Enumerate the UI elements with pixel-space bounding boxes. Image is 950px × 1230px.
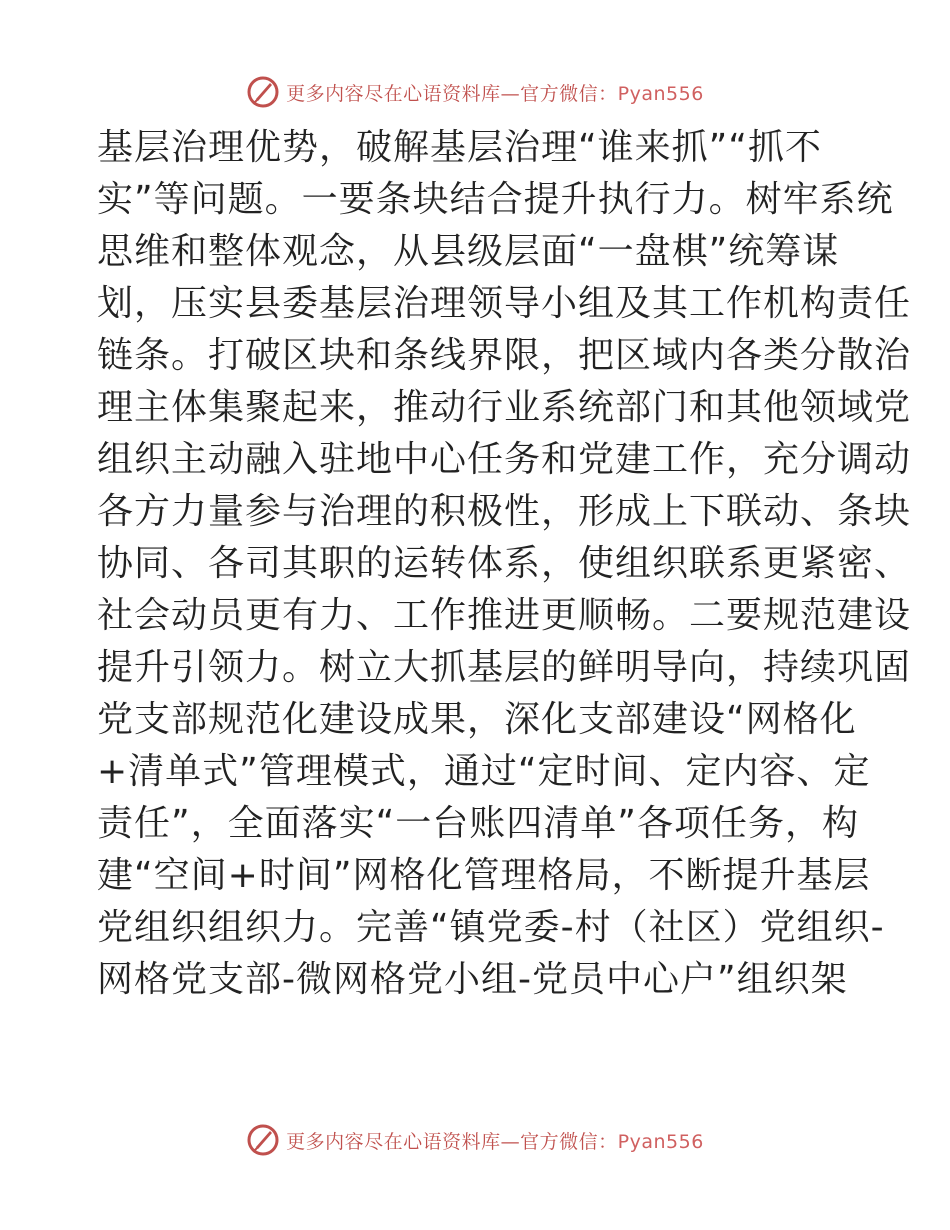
footer-banner-text [286,1127,704,1154]
body-line: 提升引领力。树立大抓基层的鲜明导向，持续巩固 [97,647,912,688]
header-wechat-id: Pyan556 [617,82,704,105]
body-line: 思维和整体观念，从县级层面“一盘棋”统筹谋 [97,231,840,272]
footer-wechat-id: Pyan556 [617,1130,704,1153]
body-line: 网格党支部-微网格党小组-党员中心户”组织架 [97,959,848,1000]
footer-banner [0,1120,950,1160]
body-line: 社会动员更有力、工作推进更顺畅。二要规范建设 [97,595,912,636]
body-line: 各方力量参与治理的积极性，形成上下联动、条块 [97,491,912,532]
quill-logo-icon [246,75,280,109]
body-line: 实”等问题。一要条块结合提升执行力。树牢系统 [97,179,894,220]
footer-banner-slogan: 更多内容尽在心语资料库—官方微信： [286,1130,618,1153]
body-line: 党支部规范化建设成果，深化支部建设“网格化 [97,699,857,740]
document-body [97,122,912,1006]
body-line: 责任”，全面落实“一台账四清单”各项任务，构 [97,803,859,844]
body-line: 基层治理优势，破解基层治理“谁来抓”“抓不 [97,127,822,168]
header-banner [0,72,950,112]
body-line: 协同、各司其职的运转体系，使组织联系更紧密、 [97,543,912,584]
body-line: 理主体集聚起来，推动行业系统部门和其他领域党 [97,387,912,428]
header-banner-slogan: 更多内容尽在心语资料库—官方微信： [286,82,618,105]
body-line: 组织主动融入驻地中心任务和党建工作，充分调动 [97,439,912,480]
header-banner-text [286,79,704,106]
body-line: 党组织组织力。完善“镇党委-村（社区）党组织- [97,907,885,948]
quill-logo-icon [246,1123,280,1157]
body-line: +清单式”管理模式，通过“定时间、定内容、定 [97,751,871,792]
body-line: 划，压实县委基层治理领导小组及其工作机构责任 [97,283,912,324]
body-line: 建“空间+时间”网格化管理格局，不断提升基层 [97,855,871,896]
body-line: 链条。打破区块和条线界限，把区域内各类分散治 [97,335,912,376]
